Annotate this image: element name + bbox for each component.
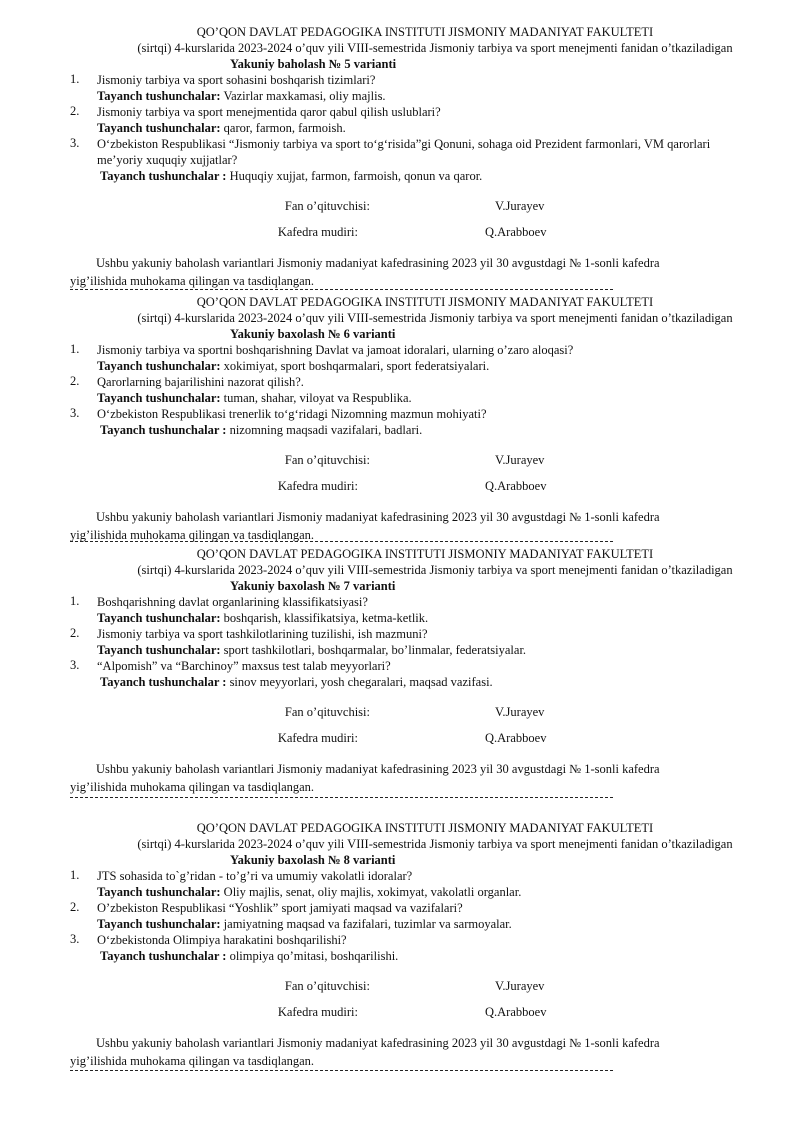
institute-title: QO’QON DAVLAT PEDAGOGIKA INSTITUTI JISMONIY MADANIYAT FAKULTETI (196, 821, 654, 835)
head-role: Kafedra mudiri: (277, 1005, 358, 1019)
course-subtitle: (sirtqi) 4-kurslarida 2023-2024 o’quv yili VIII-semestrida Jismoniy tarbiya va sport menejmenti fanidan o’tkaziladigan (137, 311, 733, 325)
question-text: Qarorlarning bajarilishini nazorat qilish?. (97, 375, 304, 389)
question-number: 3. (70, 136, 80, 150)
question-text: O‘zbekistonda Olimpiya harakatini boshqarilishi? (97, 933, 347, 947)
approval-note: Ushbu yakuniy baholash variantlari Jismoniy madaniyat kafedrasining 2023 yil 30 avgustdagi № 1-sonli kafedra yig’ilishida muhokama qilingan va tasdiqlangan. (70, 1036, 660, 1068)
course-subtitle: (sirtqi) 4-kurslarida 2023-2024 o’quv yili VIII-semestrida Jismoniy tarbiya va sport menejmenti fanidan o’tkaziladigan (137, 41, 733, 55)
head-signature-row (70, 1004, 740, 1020)
question-number: 2. (70, 104, 80, 118)
key-concepts (70, 358, 740, 374)
question-text: Jismoniy tarbiya va sportni boshqarishning Davlat va jamoat idoralari, ularning o’zaro aloqasi? (97, 343, 574, 357)
teacher-signature-row (70, 198, 740, 214)
key-concepts-text: sinov meyyorlari, yosh chegaralari, maqsad vazifasi. (226, 675, 493, 689)
key-concepts-text: olimpiya qo’mitasi, boshqarilishi. (226, 949, 399, 963)
key-concepts-label: Tayanch tushunchalar: (97, 885, 221, 899)
key-concepts-text: xokimiyat, sport boshqarmalari, sport federatsiyalari. (220, 359, 490, 373)
variant-heading: Yakuniy baxolash № 8 varianti (230, 853, 396, 867)
teacher-role: Fan o’qituvchisi: (284, 979, 370, 993)
teacher-signature-row (70, 704, 740, 720)
question-item (70, 406, 740, 422)
question-item (70, 72, 740, 88)
key-concepts-label: Tayanch tushunchalar: (97, 391, 221, 405)
teacher-name: V.Jurayev (495, 199, 545, 213)
key-concepts-label: Tayanch tushunchalar : (100, 423, 227, 437)
teacher-role: Fan o’qituvchisi: (284, 453, 370, 467)
question-number: 1. (70, 594, 80, 608)
head-signature-row (70, 478, 740, 494)
question-number: 1. (70, 342, 80, 356)
head-role: Kafedra mudiri: (277, 225, 358, 239)
key-concepts (70, 884, 740, 900)
key-concepts-text: jamiyatning maqsad va fazifalari, tuzimlar va sarmoyalar. (220, 917, 512, 931)
key-concepts-label: Tayanch tushunchalar: (97, 643, 221, 657)
question-text: O‘zbekiston Respublikasi “Jismoniy tarbiya va sport to‘g‘risida”gi Qonuni, sohaga oid Prezident farmonlari, VM qarorlari me’yoriy xuquqiy xujjatlar? (97, 137, 711, 167)
key-concepts-label: Tayanch tushunchalar: (97, 89, 221, 103)
dashed-separator (70, 541, 613, 542)
head-role: Kafedra mudiri: (277, 731, 358, 745)
dashed-separator (70, 797, 613, 798)
question-item (70, 104, 740, 120)
institute-title: QO’QON DAVLAT PEDAGOGIKA INSTITUTI JISMONIY MADANIYAT FAKULTETI (196, 547, 654, 561)
variant-heading: Yakuniy baxolash № 7 varianti (230, 579, 396, 593)
variant-block-5 (70, 24, 740, 290)
key-concepts (70, 610, 740, 626)
key-concepts-label: Tayanch tushunchalar: (97, 611, 221, 625)
question-number: 1. (70, 72, 80, 86)
head-name: Q.Arabboev (485, 1005, 547, 1019)
key-concepts (70, 674, 740, 690)
question-text: Jismoniy tarbiya va sport tashkilotlarining tuzilishi, ish mazmuni? (97, 627, 428, 641)
key-concepts-text: Vazirlar maxkamasi, oliy majlis. (220, 89, 386, 103)
key-concepts-label: Tayanch tushunchalar : (100, 169, 227, 183)
key-concepts (70, 642, 740, 658)
variant-block-8 (70, 820, 740, 1070)
teacher-signature-row (70, 452, 740, 468)
key-concepts-label: Tayanch tushunchalar : (100, 949, 227, 963)
head-signature-row (70, 730, 740, 746)
key-concepts (70, 120, 740, 136)
key-concepts-text: boshqarish, klassifikatsiya, ketma-ketlik. (220, 611, 429, 625)
question-item (70, 594, 740, 610)
question-text: O‘zbekiston Respublikasi trenerlik to‘g‘ridagi Nizomning mazmun mohiyati? (97, 407, 487, 421)
key-concepts-label: Tayanch tushunchalar : (100, 675, 227, 689)
approval-note: Ushbu yakuniy baholash variantlari Jismoniy madaniyat kafedrasining 2023 yil 30 avgustdagi № 1-sonli kafedra yig’ilishida muhokama qilingan va tasdiqlangan. (70, 762, 660, 794)
question-item (70, 868, 740, 884)
question-number: 2. (70, 374, 80, 388)
dashed-separator (70, 1070, 613, 1071)
teacher-name: V.Jurayev (495, 979, 545, 993)
head-name: Q.Arabboev (485, 479, 547, 493)
teacher-role: Fan o’qituvchisi: (284, 705, 370, 719)
approval-note: Ushbu yakuniy baholash variantlari Jismoniy madaniyat kafedrasining 2023 yil 30 avgustdagi № 1-sonli kafedra yig’ilishida muhokama qilingan va tasdiqlangan. (70, 256, 660, 288)
teacher-name: V.Jurayev (495, 705, 545, 719)
variant-heading: Yakuniy baxolash № 6 varianti (230, 327, 396, 341)
head-name: Q.Arabboev (485, 731, 547, 745)
key-concepts (70, 88, 740, 104)
question-number: 1. (70, 868, 80, 882)
question-number: 2. (70, 900, 80, 914)
variant-block-6 (70, 294, 740, 544)
approval-note: Ushbu yakuniy baholash variantlari Jismoniy madaniyat kafedrasining 2023 yil 30 avgustdagi № 1-sonli kafedra yig’ilishida muhokama qilingan va tasdiqlangan. (70, 510, 660, 542)
key-concepts-text: Huquqiy xujjat, farmon, farmoish, qonun va qaror. (226, 169, 483, 183)
course-subtitle: (sirtqi) 4-kurslarida 2023-2024 o’quv yili VIII-semestrida Jismoniy tarbiya va sport menejmenti fanidan o’tkaziladigan (137, 837, 733, 851)
key-concepts (70, 168, 740, 184)
key-concepts (70, 390, 740, 406)
institute-title: QO’QON DAVLAT PEDAGOGIKA INSTITUTI JISMONIY MADANIYAT FAKULTETI (196, 295, 654, 309)
key-concepts-text: sport tashkilotlari, boshqarmalar, bo’linmalar, federatsiyalar. (220, 643, 527, 657)
teacher-name: V.Jurayev (495, 453, 545, 467)
key-concepts (70, 916, 740, 932)
head-signature-row (70, 224, 740, 240)
question-number: 3. (70, 932, 80, 946)
question-text: Jismoniy tarbiya va sport menejmentida qaror qabul qilish uslublari? (97, 105, 441, 119)
question-number: 3. (70, 406, 80, 420)
question-text: “Alpomish” va “Barchinoy” maxsus test talab meyyorlari? (97, 659, 391, 673)
key-concepts-text: qaror, farmon, farmoish. (220, 121, 346, 135)
key-concepts-label: Tayanch tushunchalar: (97, 359, 221, 373)
teacher-role: Fan o’qituvchisi: (284, 199, 370, 213)
variant-block-7 (70, 546, 740, 796)
teacher-signature-row (70, 978, 740, 994)
question-item (70, 932, 740, 948)
variant-heading: Yakuniy baholash № 5 varianti (230, 57, 397, 71)
question-item (70, 374, 740, 390)
question-text: Jismoniy tarbiya va sport sohasini boshqarish tizimlari? (97, 73, 376, 87)
question-item (70, 658, 740, 674)
key-concepts-text: Oliy majlis, senat, oliy majlis, xokimyat, vakolatli organlar. (220, 885, 522, 899)
question-text: JTS sohasida to`g’ridan - to’g’ri va umumiy vakolatli idoralar? (97, 869, 413, 883)
key-concepts-label: Tayanch tushunchalar: (97, 121, 221, 135)
key-concepts (70, 948, 740, 964)
question-item (70, 342, 740, 358)
key-concepts-label: Tayanch tushunchalar: (97, 917, 221, 931)
question-text: O’zbekiston Respublikasi “Yoshlik” sport jamiyati maqsad va vazifalari? (97, 901, 463, 915)
question-item (70, 136, 740, 168)
key-concepts-text: tuman, shahar, viloyat va Respublika. (220, 391, 412, 405)
head-name: Q.Arabboev (485, 225, 547, 239)
key-concepts (70, 422, 740, 438)
question-item (70, 900, 740, 916)
question-number: 2. (70, 626, 80, 640)
course-subtitle: (sirtqi) 4-kurslarida 2023-2024 o’quv yili VIII-semestrida Jismoniy tarbiya va sport menejmenti fanidan o’tkaziladigan (137, 563, 733, 577)
key-concepts-text: nizomning maqsadi vazifalari, badlari. (226, 423, 423, 437)
question-item (70, 626, 740, 642)
dashed-separator (70, 289, 613, 290)
question-text: Boshqarishning davlat organlarining klassifikatsiyasi? (97, 595, 368, 609)
head-role: Kafedra mudiri: (277, 479, 358, 493)
institute-title: QO’QON DAVLAT PEDAGOGIKA INSTITUTI JISMONIY MADANIYAT FAKULTETI (196, 25, 654, 39)
question-number: 3. (70, 658, 80, 672)
